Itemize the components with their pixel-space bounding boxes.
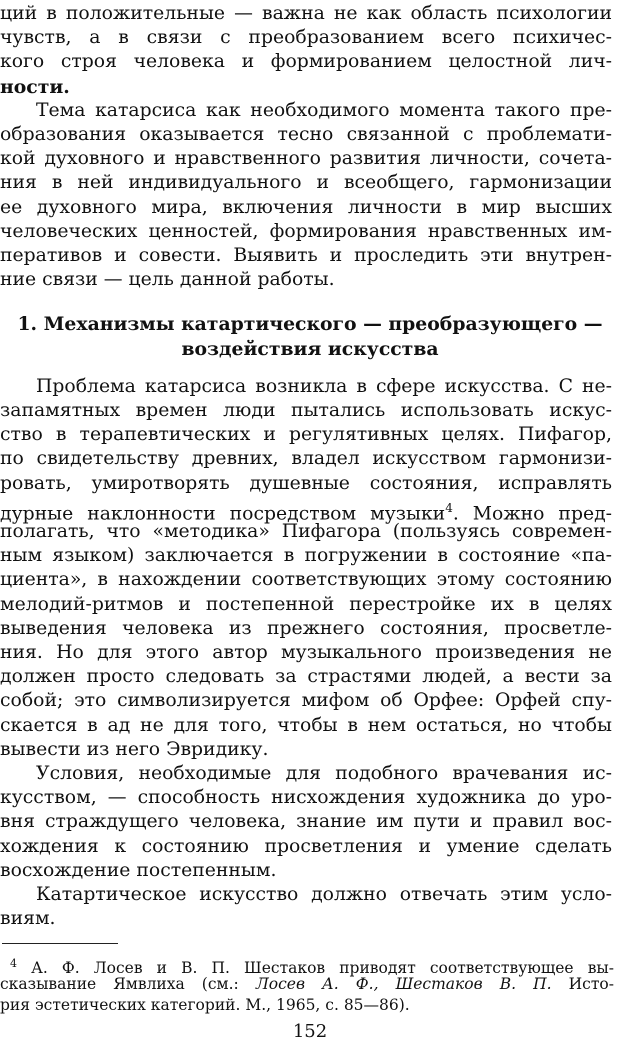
footnote-text: Исто- <box>551 975 614 993</box>
body-line: ности. <box>0 76 70 98</box>
footnote-marker: 4 <box>10 957 17 970</box>
section-line: виям. <box>0 908 56 929</box>
section-line: циента», в нахождении соответствующих этому состоянию <box>0 569 612 590</box>
section-line: запамятных времен люди пытались использовать искус- <box>0 400 612 421</box>
body-line: чувств, а в связи с преобразованием всего психичес- <box>0 27 612 48</box>
footnote-line <box>0 974 614 995</box>
section-line: по свидетельству древних, владел искусством гармонизи- <box>0 448 612 469</box>
section-line-text: дурные наклонности посредством музыки <box>0 503 446 525</box>
body-line: образования оказывается тесно связанной с проблемати- <box>0 124 612 145</box>
footnote-text: сказывание Ямвлиха (см.: <box>0 975 256 993</box>
body-line: ций в положительные — важна не как область психологии <box>0 3 612 24</box>
section-line: полагать, что «методика» Пифагора (пользуясь современ- <box>0 521 612 542</box>
body-line: ее духовного мира, включения личности в мир высших <box>0 197 612 218</box>
section-line: вня страждущего человека, знание им пути и правил вос- <box>0 811 612 832</box>
section-line: ния. Но для этого автор музыкального произведения не <box>0 642 612 663</box>
footnote-ref: 4 <box>445 501 453 515</box>
footnote-text: А. Ф. Лосев и В. П. Шестаков приводят соответствующее вы- <box>17 959 614 978</box>
body-line: ние связи — цель данной работы. <box>0 269 335 290</box>
body-line: Тема катарсиса как необходимого момента такого пре- <box>36 100 612 121</box>
section-line: ным языком) заключается в погружении в состояние «па- <box>0 545 612 566</box>
body-line: кого строя человека и формированием целостной лич- <box>0 51 612 72</box>
section-line: должен просто следовать за страстями людей, а вести за <box>0 666 612 687</box>
section-line: ровать, умиротворять душевные состояния, исправлять <box>0 473 612 494</box>
body-line: кой духовного и нравственного развития личности, сочета- <box>0 148 612 169</box>
section-line: выведения человека из прежнего состояния, просветле- <box>0 618 612 639</box>
section-line: кусством, — способность нисхождения художника до уро- <box>0 787 612 808</box>
section-line: скается в ад не для того, чтобы в нем остаться, но чтобы <box>0 715 612 736</box>
section-line: восхождение постепенным. <box>0 860 277 881</box>
section-line-tail: . Можно пред- <box>452 503 612 525</box>
section-line: мелодий-ритмов и постепенной перестройке их в целях <box>0 594 612 615</box>
section-line: хождения к состоянию просветления и умение сделать <box>0 836 612 857</box>
body-line: человеческих ценностей, формирования нравственных им- <box>0 221 612 242</box>
body-line: ния в ней индивидуального и всеобщего, гармонизации <box>0 172 612 193</box>
footnote-rule <box>2 943 118 944</box>
section-line: ство в терапевтических и регулятивных целях. Пифагор, <box>0 424 612 445</box>
section-heading: 1. Механизмы катартического — преобразующего — <box>17 313 603 335</box>
footnote-line: рия эстетических категорий. М., 1965, с. 85—86). <box>0 996 410 1014</box>
page-number: 152 <box>292 1021 328 1042</box>
section-line: Проблема катарсиса возникла в сфере искусства. С не- <box>36 376 612 397</box>
footnote-authors: Лосев А. Ф., Шестаков В. П. <box>255 975 552 993</box>
section-line: вывести из него Эвридику. <box>0 739 269 760</box>
body-line: перативов и совести. Выявить и проследить эти внутрен- <box>0 245 612 266</box>
section-line: Катартическое искусство должно отвечать этим усло- <box>36 884 612 905</box>
section-heading: воздействия искусства <box>181 338 439 360</box>
section-line: Условия, необходимые для подобного врачевания ис- <box>36 763 612 784</box>
section-line: собой; это символизируется мифом об Орфее: Орфей спу- <box>0 690 612 711</box>
